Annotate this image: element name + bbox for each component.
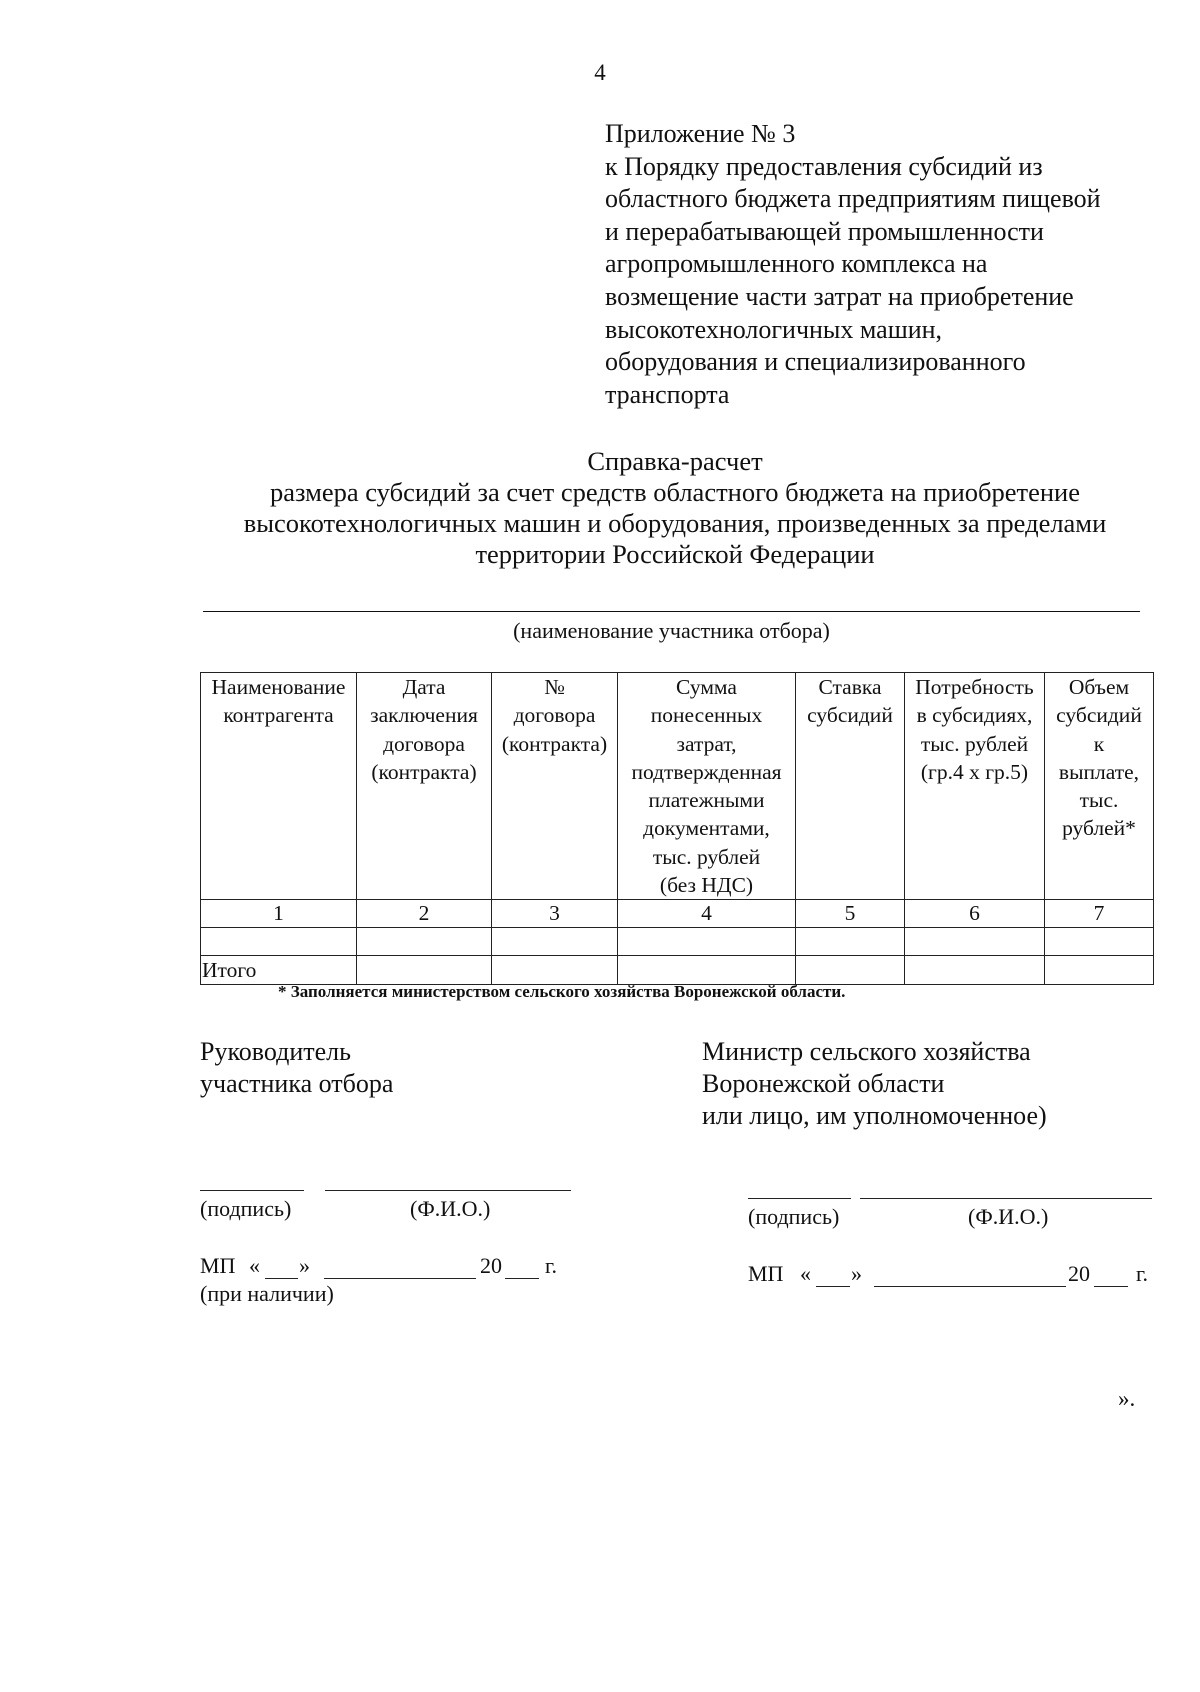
- document-title: [150, 446, 1200, 570]
- minister-title: [702, 1036, 1047, 1132]
- header-subsidy-need: [905, 673, 1045, 900]
- header-subsidy-payout: [1045, 673, 1154, 900]
- header-text: субсидий: [1056, 703, 1142, 728]
- right-name-line[interactable]: [860, 1198, 1152, 1199]
- empty-cell[interactable]: [492, 928, 618, 956]
- empty-cell[interactable]: [201, 928, 357, 956]
- total-label: Итого: [201, 956, 357, 985]
- empty-cell[interactable]: [796, 956, 905, 985]
- participant-name-line: [203, 611, 1140, 612]
- header-costs-amount: [618, 673, 796, 900]
- header-text: Потребность: [915, 675, 1034, 699]
- header-text: рублей*: [1062, 816, 1136, 841]
- left-day-line[interactable]: [265, 1278, 298, 1279]
- header-text: тыс.: [1079, 788, 1119, 813]
- right-month-line[interactable]: [874, 1286, 1066, 1287]
- column-number: 4: [618, 900, 796, 928]
- right-signature-label: (подпись): [748, 1204, 840, 1229]
- header-text: (гр.4 х гр.5): [920, 759, 1029, 784]
- empty-cell[interactable]: [1045, 956, 1154, 985]
- closing-quote: ».: [1118, 1386, 1136, 1411]
- signatory-title-line: участника отбора: [200, 1069, 394, 1098]
- right-name-label: (Ф.И.О.): [968, 1204, 1049, 1229]
- header-text: тыс. рублей: [920, 731, 1029, 756]
- header-text: (контракта): [371, 759, 477, 784]
- signatory-title-line: или лицо, им уполномоченное): [702, 1101, 1047, 1130]
- left-month-line[interactable]: [324, 1278, 476, 1279]
- header-text: Сумма: [676, 675, 737, 699]
- empty-cell[interactable]: [905, 928, 1045, 956]
- empty-cell[interactable]: [796, 928, 905, 956]
- header-text: документами,: [643, 816, 770, 841]
- appendix-line: областного бюджета предприятиям пищевой: [605, 184, 1101, 214]
- column-number: 1: [201, 900, 357, 928]
- empty-cell[interactable]: [618, 928, 796, 956]
- left-quote-open: «: [249, 1253, 260, 1278]
- table-row: [201, 928, 1154, 956]
- header-text: заключения: [370, 703, 478, 728]
- appendix-line: возмещение части затрат на приобретение: [605, 281, 1074, 311]
- page-number: 4: [594, 60, 606, 85]
- title-line: высокотехнологичных машин и оборудования, произведенных за пределами: [243, 508, 1107, 538]
- header-text: субсидий: [807, 703, 893, 728]
- table-header-row: [201, 673, 1154, 900]
- header-text: договора: [513, 703, 596, 728]
- header-contractor: [201, 673, 357, 900]
- header-text: договора: [383, 731, 465, 756]
- calculation-table: [200, 672, 1154, 985]
- signatory-title-line: Министр сельского хозяйства: [702, 1037, 1031, 1066]
- header-text: выплате,: [1058, 759, 1140, 784]
- appendix-line: к Порядку предоставления субсидий из: [605, 151, 1043, 181]
- participant-head-title: [200, 1036, 393, 1100]
- appendix-line: оборудования и специализированного: [605, 347, 1026, 377]
- right-day-line[interactable]: [816, 1286, 850, 1287]
- empty-cell[interactable]: [357, 928, 492, 956]
- right-year-line[interactable]: [1094, 1286, 1128, 1287]
- left-year-line[interactable]: [505, 1278, 539, 1279]
- header-text: Дата: [402, 675, 446, 699]
- participant-name-caption: (наименование участника отбора): [513, 618, 830, 643]
- header-subsidy-rate: [796, 673, 905, 900]
- header-text: Наименование: [211, 675, 346, 699]
- column-number: 3: [492, 900, 618, 928]
- header-text: в субсидиях,: [916, 703, 1033, 728]
- header-text: тыс. рублей: [652, 844, 761, 869]
- header-text: (контракта): [501, 731, 608, 756]
- right-signature-line[interactable]: [748, 1198, 851, 1199]
- title-line: территории Российской Федерации: [475, 539, 875, 569]
- right-stamp-label: МП: [748, 1261, 784, 1286]
- header-text: затрат,: [676, 731, 737, 756]
- appendix-header: [605, 118, 1101, 411]
- appendix-line: Приложение № 3: [605, 119, 796, 148]
- title-heading: Справка-расчет: [587, 446, 763, 476]
- right-quote-open: «: [800, 1261, 811, 1286]
- empty-cell[interactable]: [357, 956, 492, 985]
- header-text: понесенных: [650, 703, 763, 728]
- left-stamp-label: МП: [200, 1253, 236, 1278]
- empty-cell[interactable]: [618, 956, 796, 985]
- signatory-title-line: Воронежской области: [702, 1069, 945, 1098]
- appendix-line: агропромышленного комплекса на: [605, 249, 988, 279]
- right-quote-close: »: [851, 1261, 862, 1286]
- header-text: Объем: [1068, 675, 1130, 699]
- left-quote-close: »: [299, 1253, 310, 1278]
- left-year-suffix: г.: [545, 1253, 558, 1278]
- header-text: Ставка: [818, 675, 882, 699]
- column-number: 6: [905, 900, 1045, 928]
- total-row: [201, 956, 1154, 985]
- right-year-prefix: 20: [1068, 1261, 1090, 1286]
- appendix-line: транспорта: [605, 379, 730, 409]
- empty-cell[interactable]: [905, 956, 1045, 985]
- column-number: 2: [357, 900, 492, 928]
- left-signature-label: (подпись): [200, 1196, 292, 1221]
- header-contract-date: [357, 673, 492, 900]
- header-contract-number: [492, 673, 618, 900]
- header-text: к: [1093, 731, 1105, 756]
- header-text: №: [544, 675, 565, 699]
- signatory-title-line: Руководитель: [200, 1037, 351, 1066]
- table-footnote: * Заполняется министерством сельского хозяйства Воронежской области.: [278, 982, 846, 1001]
- header-text: платежными: [648, 788, 765, 813]
- left-stamp-note: (при наличии): [200, 1281, 334, 1306]
- left-name-line[interactable]: [325, 1190, 571, 1191]
- right-year-suffix: г.: [1136, 1261, 1149, 1286]
- title-line: размера субсидий за счет средств областного бюджета на приобретение: [270, 477, 1080, 507]
- column-number-row: [201, 900, 1154, 928]
- header-text: (без НДС): [659, 873, 754, 898]
- left-year-prefix: 20: [480, 1253, 502, 1278]
- left-name-label: (Ф.И.О.): [410, 1196, 491, 1221]
- appendix-line: и перерабатывающей промышленности: [605, 216, 1044, 246]
- left-signature-line[interactable]: [200, 1190, 304, 1191]
- column-number: 7: [1045, 900, 1154, 928]
- appendix-line: высокотехнологичных машин,: [605, 314, 943, 344]
- empty-cell[interactable]: [492, 956, 618, 985]
- header-text: подтвержденная: [631, 759, 782, 784]
- header-text: контрагента: [223, 703, 334, 728]
- empty-cell[interactable]: [1045, 928, 1154, 956]
- column-number: 5: [796, 900, 905, 928]
